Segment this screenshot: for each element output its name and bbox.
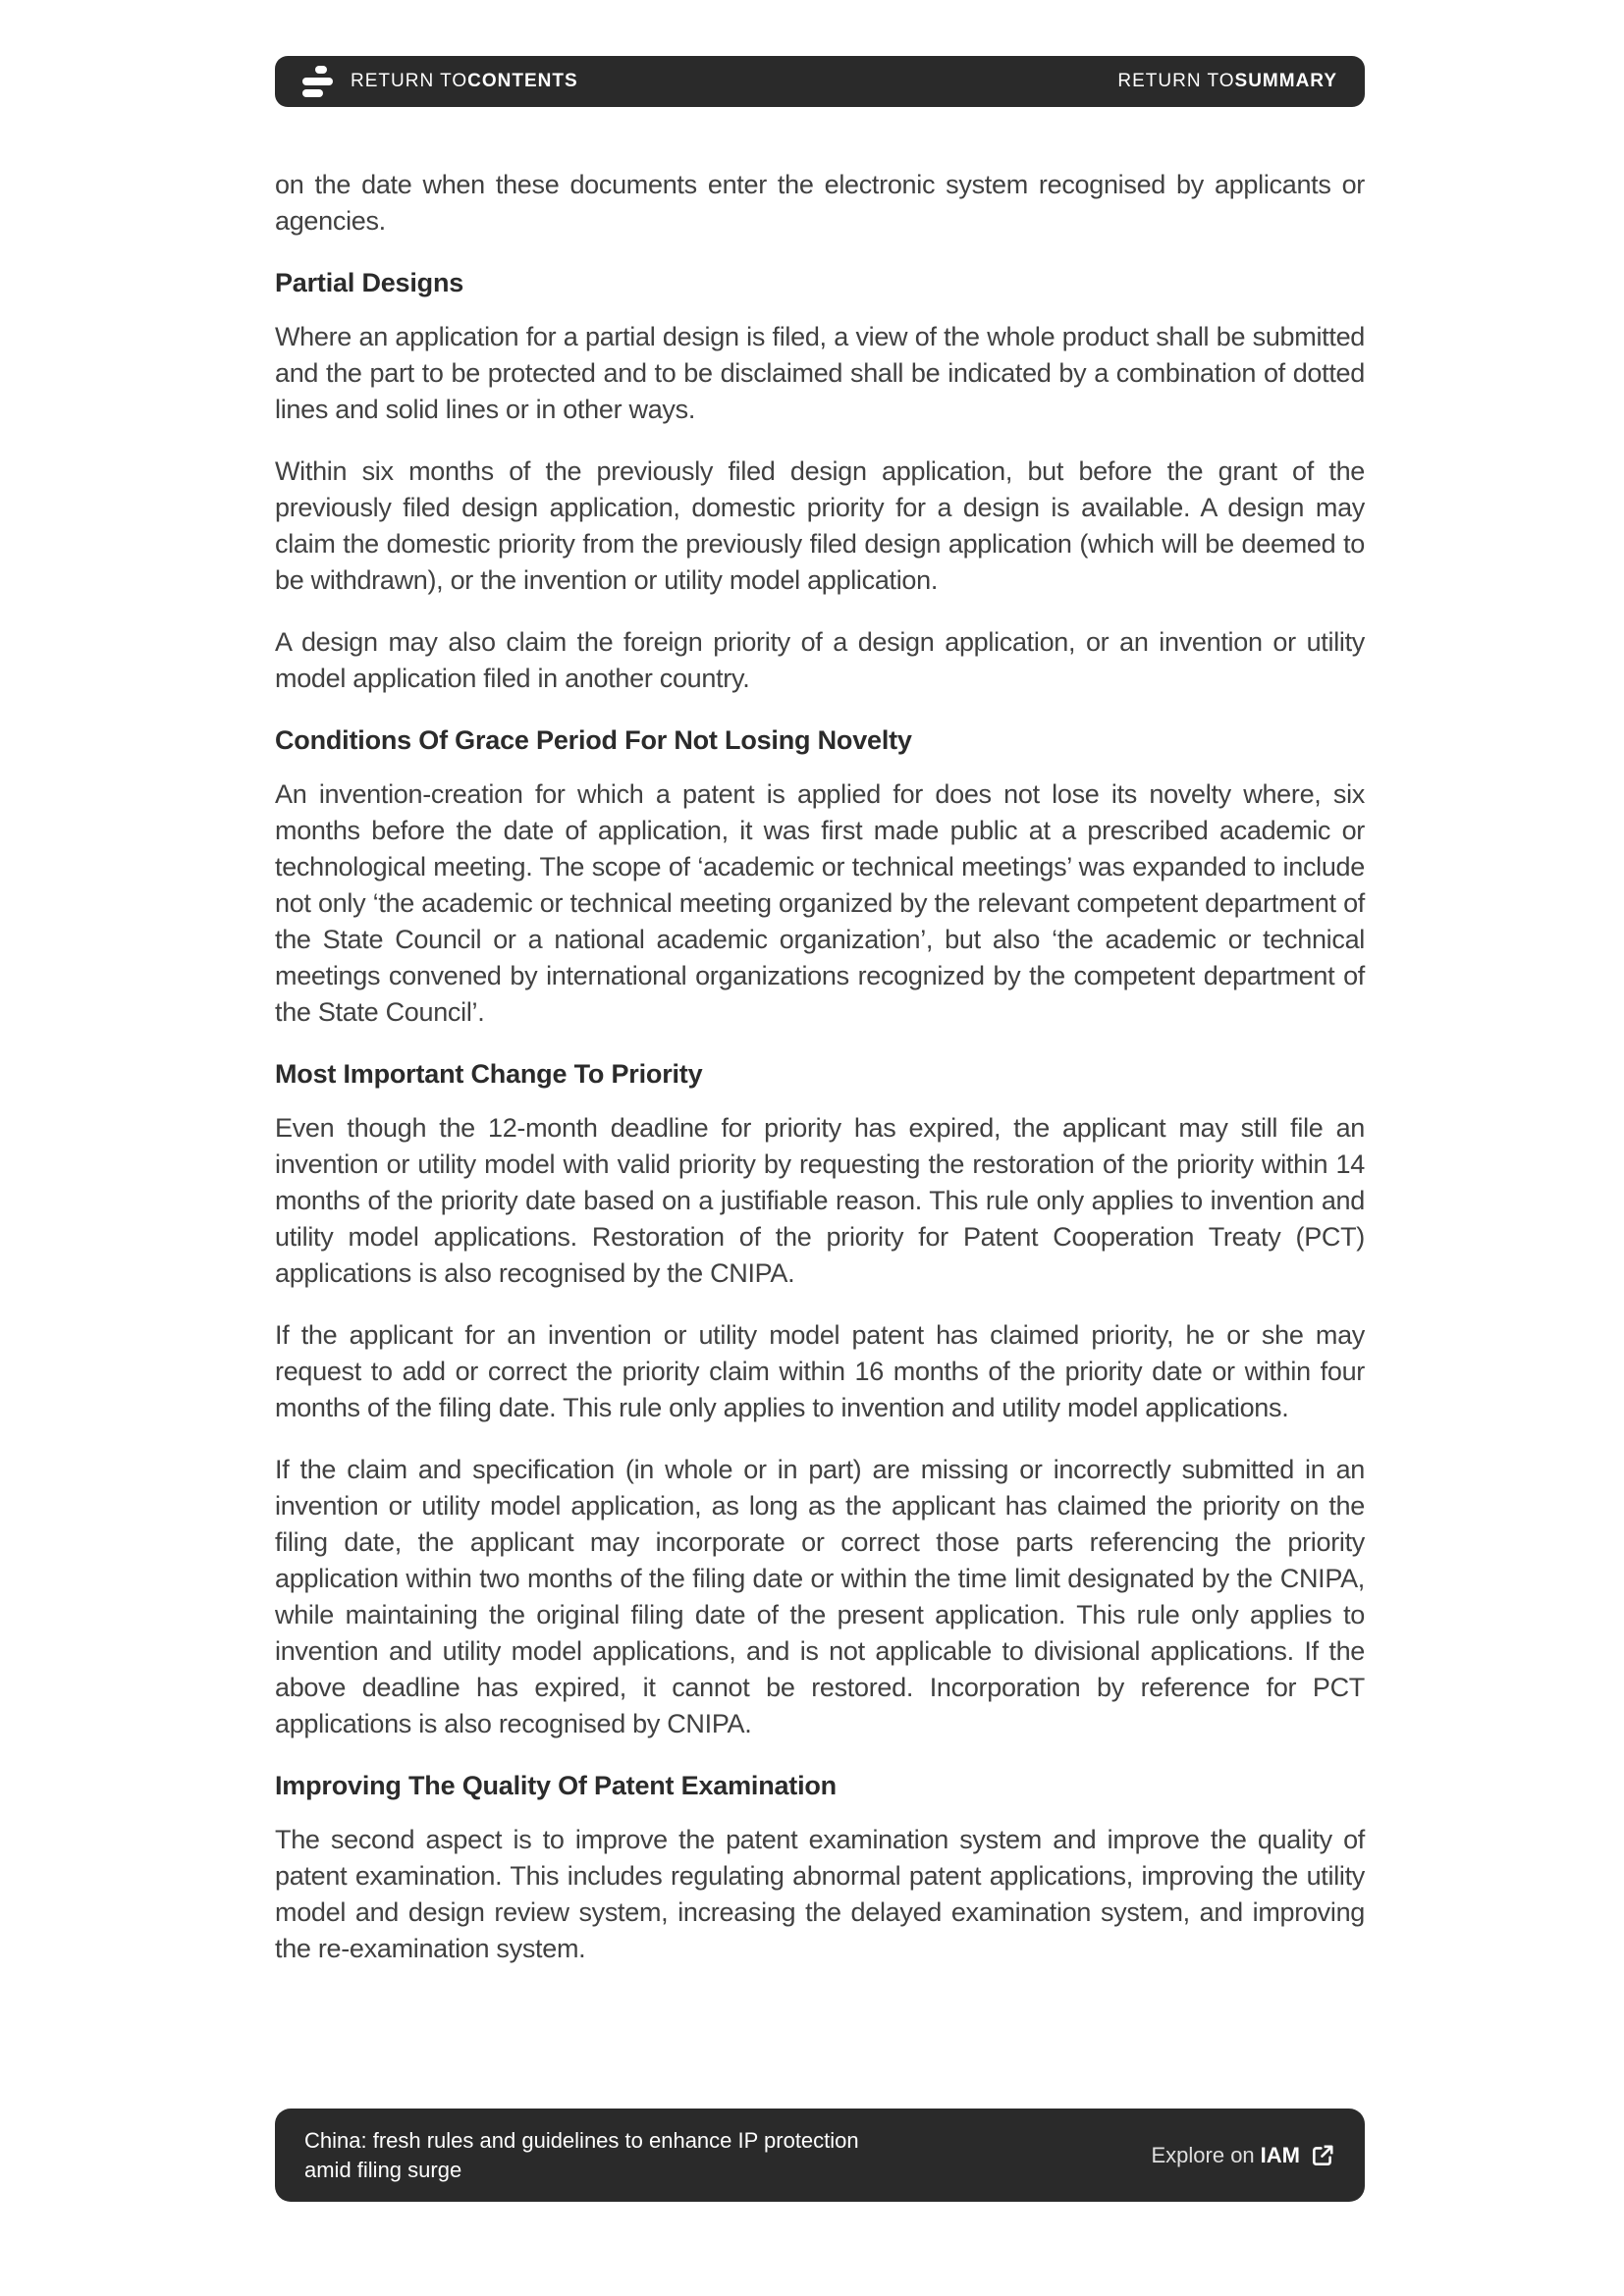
section-heading-patent-examination: Improving The Quality Of Patent Examination bbox=[275, 1771, 837, 1800]
paragraph: The second aspect is to improve the patent examination system and improve the quality of patent examination. This includes regulating abnormal patent applications, improving the utility model and design review system, increasing the delayed examination system, and improving the re-examination system. bbox=[275, 1825, 1365, 1963]
footer-bar bbox=[275, 2109, 1365, 2202]
document-body bbox=[275, 167, 1365, 1993]
paragraph: Within six months of the previously filed design application, but before the grant of the previously filed design application, domestic priority for a design is available. A design may claim the domestic priority from the previously filed design application (which will be deemed to be withdrawn), or the invention or utility model application. bbox=[275, 456, 1365, 595]
paragraph: If the claim and specification (in whole or in part) are missing or incorrectly submitted in an invention or utility model application, as long as the applicant has claimed the priority on the filing date, the applicant may incorporate or correct those parts referencing the priority application within two months of the filing date or within the time limit designated by the CNIPA, while maintaining the original filing date of the present application. This rule only applies to invention and utility model applications, and is not applicable to divisional applications. If the above deadline has expired, it cannot be restored. Incorporation by reference for PCT applications is also recognised by CNIPA. bbox=[275, 1455, 1365, 1738]
explore-on-iam-link[interactable] bbox=[1151, 2143, 1335, 2168]
return-to-contents-prefix: RETURN TO bbox=[351, 71, 468, 91]
paragraph: Where an application for a partial design is filed, a view of the whole product shall be submitted and the part to be protected and to be disclaimed shall be indicated by a combination of dotted lines and solid lines or in other ways. bbox=[275, 322, 1365, 424]
return-to-contents-link[interactable] bbox=[302, 66, 578, 97]
iam-brand-label: IAM bbox=[1260, 2142, 1300, 2167]
paragraph: Even though the 12-month deadline for priority has expired, the applicant may still file an invention or utility model with valid priority by requesting the restoration of the priority within 14 months of the priority date based on a justifiable reason. This rule only applies to invention and utility model applications. Restoration of the priority for Patent Cooperation Treaty (PCT) applications is also recognised by the CNIPA. bbox=[275, 1113, 1365, 1288]
explore-prefix: Explore on bbox=[1151, 2142, 1255, 2167]
return-to-summary-label: SUMMARY bbox=[1234, 71, 1337, 91]
article-title bbox=[304, 2126, 859, 2185]
paragraph: An invention-creation for which a patent is applied for does not lose its novelty where, six months before the date of application, it was first made public at a prescribed academic or technological meeting. The scope of ‘academic or technical meetings’ was expanded to include not only ‘the academic or technical meeting organized by the relevant competent department of the State Council or a national academic organization’, but also ‘the academic or technical meetings convened by international organizations recognized by the competent department of the State Council’. bbox=[275, 779, 1365, 1027]
return-to-summary-prefix: RETURN TO bbox=[1117, 71, 1235, 91]
paragraph: A design may also claim the foreign priority of a design application, or an invention or utility model application filed in another country. bbox=[275, 627, 1365, 693]
section-heading-partial-designs: Partial Designs bbox=[275, 268, 464, 297]
article-title-line1: China: fresh rules and guidelines to enhance IP protection bbox=[304, 2127, 859, 2153]
article-title-line2: amid filing surge bbox=[304, 2157, 462, 2182]
external-link-icon bbox=[1310, 2143, 1335, 2168]
paragraph: If the applicant for an invention or utility model patent has claimed priority, he or she may request to add or correct the priority claim within 16 months of the priority date or within four months of the filing date. This rule only applies to invention and utility model applications. bbox=[275, 1320, 1365, 1422]
top-nav-bar bbox=[275, 56, 1365, 107]
return-to-summary-link[interactable] bbox=[1117, 71, 1337, 92]
section-heading-grace-period: Conditions Of Grace Period For Not Losing Novelty bbox=[275, 725, 912, 755]
return-to-contents-label: CONTENTS bbox=[467, 71, 578, 91]
paragraph: on the date when these documents enter the electronic system recognised by applicants or agencies. bbox=[275, 170, 1365, 236]
iam-mark-icon bbox=[302, 66, 333, 97]
section-heading-change-to-priority: Most Important Change To Priority bbox=[275, 1059, 703, 1089]
